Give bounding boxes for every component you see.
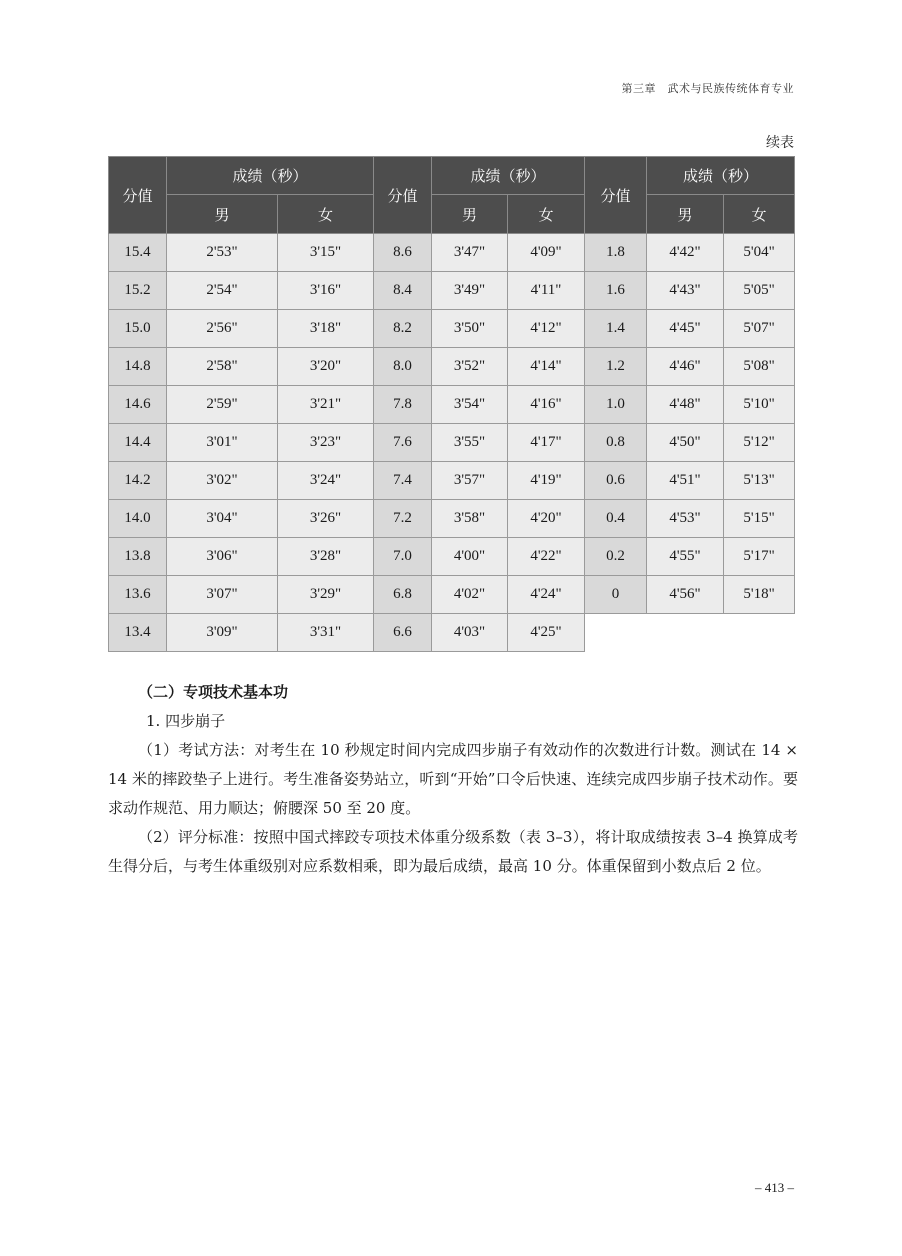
male-time-cell: 4'55": [647, 538, 724, 576]
male-time-cell: 3'52": [432, 348, 508, 386]
score-cell: 7.6: [374, 424, 432, 462]
table-row: [109, 614, 795, 652]
table-row: [109, 386, 795, 424]
female-time-cell: 4'19": [508, 462, 585, 500]
male-time-cell: 4'48": [647, 386, 724, 424]
male-header: 男: [647, 195, 724, 234]
male-time-cell: 4'56": [647, 576, 724, 614]
female-time-cell: 4'25": [508, 614, 585, 652]
score-table: [108, 156, 795, 652]
male-time-cell: 3'02": [167, 462, 278, 500]
score-cell: 14.6: [109, 386, 167, 424]
result-header: 成绩（秒）: [167, 157, 374, 195]
male-time-cell: 3'09": [167, 614, 278, 652]
male-time-cell: 3'50": [432, 310, 508, 348]
female-time-cell: 4'20": [508, 500, 585, 538]
table-row: [109, 538, 795, 576]
male-header: 男: [167, 195, 278, 234]
table-row: [109, 272, 795, 310]
male-time-cell: 4'50": [647, 424, 724, 462]
score-cell: 1.8: [585, 234, 647, 272]
female-time-cell: 3'24": [278, 462, 374, 500]
score-header: 分值: [109, 157, 167, 234]
female-time-cell: 5'08": [724, 348, 795, 386]
male-time-cell: 2'58": [167, 348, 278, 386]
table-row: [109, 462, 795, 500]
score-cell: 0.8: [585, 424, 647, 462]
body-text: [108, 678, 798, 881]
female-time-cell: 5'04": [724, 234, 795, 272]
score-cell: 1.2: [585, 348, 647, 386]
female-time-cell: 4'14": [508, 348, 585, 386]
table-row: [109, 576, 795, 614]
male-time-cell: 3'54": [432, 386, 508, 424]
female-time-cell: 5'12": [724, 424, 795, 462]
section-heading: （二）专项技术基本功: [138, 683, 289, 701]
female-time-cell: 3'26": [278, 500, 374, 538]
score-cell: 6.8: [374, 576, 432, 614]
score-cell: 1.0: [585, 386, 647, 424]
score-cell: 1.6: [585, 272, 647, 310]
paragraph-scoring-standard: （2）评分标准：按照中国式摔跤专项技术体重分级系数（表 3–3），将计取成绩按表 3–4 换算成考生得分后，与考生体重级别对应系数相乘，即为最后成绩，最高 10 分。体重保留到小数点后 2 位。: [108, 828, 798, 875]
table-row: [109, 310, 795, 348]
female-time-cell: 3'16": [278, 272, 374, 310]
empty-cell: [585, 614, 795, 652]
male-time-cell: 4'46": [647, 348, 724, 386]
section-subheading: 1. 四步崩子: [146, 712, 226, 730]
result-header: 成绩（秒）: [647, 157, 795, 195]
male-time-cell: 3'06": [167, 538, 278, 576]
male-time-cell: 4'42": [647, 234, 724, 272]
female-time-cell: 5'18": [724, 576, 795, 614]
continued-table-label: 续表: [766, 135, 794, 151]
table-row: [109, 424, 795, 462]
female-time-cell: 3'28": [278, 538, 374, 576]
male-time-cell: 3'55": [432, 424, 508, 462]
male-time-cell: 4'53": [647, 500, 724, 538]
male-time-cell: 4'03": [432, 614, 508, 652]
table-row: [109, 348, 795, 386]
male-time-cell: 4'45": [647, 310, 724, 348]
female-time-cell: 3'18": [278, 310, 374, 348]
score-cell: 0.4: [585, 500, 647, 538]
female-header: 女: [278, 195, 374, 234]
score-header: 分值: [374, 157, 432, 234]
paragraph-test-method: （1）考试方法：对考生在 10 秒规定时间内完成四步崩子有效动作的次数进行计数。测试在 14 × 14 米的摔跤垫子上进行。考生准备姿势站立，听到“开始”口令后快速、连续完成四步崩子技术动作。要求动作规范、用力顺达；俯腰深 50 至 20 度。: [108, 741, 798, 817]
female-time-cell: 3'31": [278, 614, 374, 652]
female-time-cell: 3'20": [278, 348, 374, 386]
table-row: [109, 500, 795, 538]
score-cell: 14.0: [109, 500, 167, 538]
female-time-cell: 5'17": [724, 538, 795, 576]
score-cell: 14.8: [109, 348, 167, 386]
score-cell: 15.0: [109, 310, 167, 348]
score-table-body: [109, 234, 795, 652]
score-cell: 0.6: [585, 462, 647, 500]
score-cell: 6.6: [374, 614, 432, 652]
page-number: – 413 –: [755, 1180, 794, 1195]
male-time-cell: 2'53": [167, 234, 278, 272]
female-time-cell: 3'23": [278, 424, 374, 462]
female-time-cell: 3'15": [278, 234, 374, 272]
score-cell: 7.2: [374, 500, 432, 538]
score-cell: 13.6: [109, 576, 167, 614]
score-cell: 7.0: [374, 538, 432, 576]
male-time-cell: 4'51": [647, 462, 724, 500]
male-time-cell: 3'57": [432, 462, 508, 500]
male-time-cell: 3'07": [167, 576, 278, 614]
female-time-cell: 4'24": [508, 576, 585, 614]
score-cell: 14.4: [109, 424, 167, 462]
male-time-cell: 2'56": [167, 310, 278, 348]
female-time-cell: 4'12": [508, 310, 585, 348]
female-time-cell: 4'22": [508, 538, 585, 576]
score-cell: 13.8: [109, 538, 167, 576]
table-row: [109, 234, 795, 272]
male-time-cell: 4'02": [432, 576, 508, 614]
score-cell: 13.4: [109, 614, 167, 652]
male-time-cell: 2'59": [167, 386, 278, 424]
female-time-cell: 4'16": [508, 386, 585, 424]
score-cell: 14.2: [109, 462, 167, 500]
female-time-cell: 5'15": [724, 500, 795, 538]
score-cell: 0.2: [585, 538, 647, 576]
score-cell: 8.2: [374, 310, 432, 348]
male-time-cell: 3'47": [432, 234, 508, 272]
female-header: 女: [508, 195, 585, 234]
female-header: 女: [724, 195, 795, 234]
male-time-cell: 3'58": [432, 500, 508, 538]
score-cell: 8.4: [374, 272, 432, 310]
female-time-cell: 5'05": [724, 272, 795, 310]
male-time-cell: 2'54": [167, 272, 278, 310]
female-time-cell: 4'11": [508, 272, 585, 310]
score-cell: 15.4: [109, 234, 167, 272]
male-time-cell: 3'01": [167, 424, 278, 462]
score-cell: 7.4: [374, 462, 432, 500]
running-head: 第三章 武术与民族传统体育专业: [621, 82, 794, 95]
score-cell: 15.2: [109, 272, 167, 310]
female-time-cell: 3'21": [278, 386, 374, 424]
score-cell: 8.0: [374, 348, 432, 386]
female-time-cell: 4'17": [508, 424, 585, 462]
female-time-cell: 5'10": [724, 386, 795, 424]
female-time-cell: 5'13": [724, 462, 795, 500]
male-time-cell: 4'43": [647, 272, 724, 310]
male-header: 男: [432, 195, 508, 234]
result-header: 成绩（秒）: [432, 157, 585, 195]
score-cell: 1.4: [585, 310, 647, 348]
score-cell: 8.6: [374, 234, 432, 272]
male-time-cell: 3'04": [167, 500, 278, 538]
female-time-cell: 4'09": [508, 234, 585, 272]
female-time-cell: 3'29": [278, 576, 374, 614]
male-time-cell: 3'49": [432, 272, 508, 310]
score-cell: 0: [585, 576, 647, 614]
male-time-cell: 4'00": [432, 538, 508, 576]
female-time-cell: 5'07": [724, 310, 795, 348]
score-cell: 7.8: [374, 386, 432, 424]
score-header: 分值: [585, 157, 647, 234]
